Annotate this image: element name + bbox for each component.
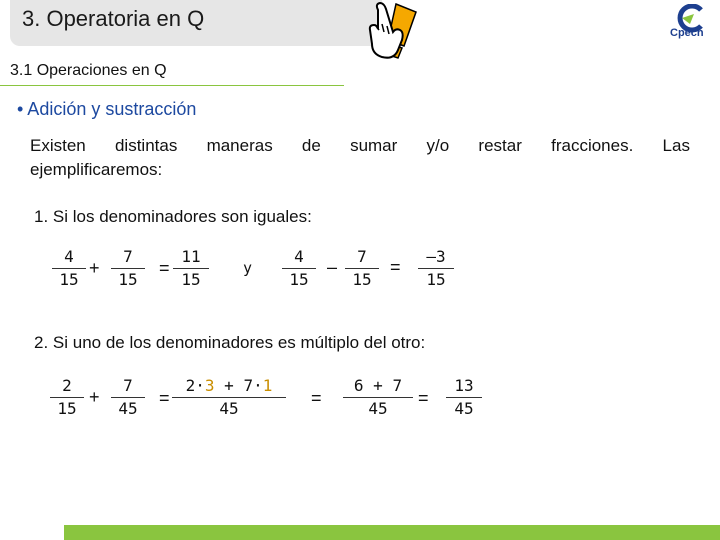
denominator: 45 xyxy=(368,399,388,418)
equals-sign: = xyxy=(418,388,429,408)
intro-word: y/o xyxy=(426,136,450,155)
intro-word: Las xyxy=(662,136,690,155)
numerator: 7 xyxy=(123,376,133,395)
numerator: 6 + 7 xyxy=(353,376,403,395)
connector-y: y xyxy=(243,259,253,277)
section-divider xyxy=(0,85,344,86)
page-title: 3. Operatoria en Q xyxy=(22,6,205,31)
numerator: –3 xyxy=(426,247,446,266)
numerator: 11 xyxy=(181,247,201,266)
numerator: 2·3 + 7·1 xyxy=(185,376,273,395)
denominator: 45 xyxy=(118,399,138,418)
equals-sign: = xyxy=(311,388,322,408)
numerator: 7 xyxy=(357,247,367,266)
numerator: 4 xyxy=(64,247,74,266)
intro-word: maneras xyxy=(206,136,273,155)
fraction xyxy=(343,375,413,420)
numerator: 4 xyxy=(294,247,304,266)
intro-word: fracciones. xyxy=(551,136,634,155)
denominator: 45 xyxy=(219,399,239,418)
fraction xyxy=(111,375,145,420)
denominator: 15 xyxy=(181,270,201,289)
denominator: 45 xyxy=(454,399,474,418)
minus-sign: – xyxy=(327,257,338,277)
fraction xyxy=(52,246,86,291)
intro-line-1 xyxy=(30,134,690,158)
fraction xyxy=(345,246,379,291)
numerator: 13 xyxy=(454,376,474,395)
fraction xyxy=(446,375,482,420)
plus-sign: + xyxy=(89,387,100,407)
equals-sign: = xyxy=(159,258,170,278)
numerator: 2 xyxy=(62,376,72,395)
fraction xyxy=(418,246,454,291)
intro-paragraph xyxy=(30,134,690,182)
case-1-title: 1. Si los denominadores son iguales: xyxy=(34,207,312,226)
plus-sign: + xyxy=(89,258,100,278)
fraction xyxy=(50,375,84,420)
pointing-hand-icon xyxy=(366,0,424,62)
equals-sign: = xyxy=(390,257,401,277)
fraction xyxy=(173,246,209,291)
intro-word: Existen xyxy=(30,136,86,155)
denominator: 15 xyxy=(352,270,372,289)
denominator: 15 xyxy=(59,270,79,289)
intro-word: de xyxy=(301,136,321,155)
intro-word: distintas xyxy=(114,136,178,155)
denominator: 15 xyxy=(426,270,446,289)
logo-text: Cpech xyxy=(670,27,704,39)
numerator: 7 xyxy=(123,247,133,266)
subsection-title: • Adición y sustracción xyxy=(17,99,197,119)
case-2-title: 2. Si uno de los denominadores es múltiplo del otro: xyxy=(34,333,426,352)
fraction xyxy=(282,246,316,291)
intro-line-2: ejemplificaremos: xyxy=(30,160,163,179)
fraction xyxy=(111,246,145,291)
equals-sign: = xyxy=(159,388,170,408)
denominator: 15 xyxy=(57,399,77,418)
intro-word: restar xyxy=(478,136,522,155)
denominator: 15 xyxy=(289,270,309,289)
denominator: 15 xyxy=(118,270,138,289)
intro-word: sumar xyxy=(350,136,398,155)
footer-accent-bar xyxy=(64,525,720,540)
section-title: 3.1 Operaciones en Q xyxy=(10,62,167,79)
fraction xyxy=(172,375,286,420)
